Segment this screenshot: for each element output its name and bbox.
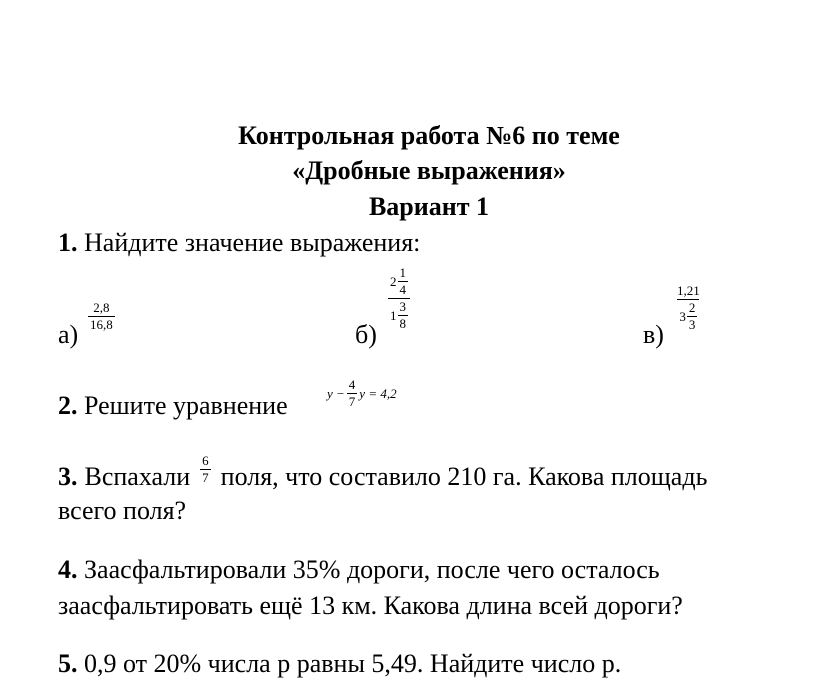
task-2-frac-den: 7 — [348, 394, 356, 409]
task-1b-fraction — [388, 266, 410, 331]
variant-title: Вариант 1 — [368, 192, 490, 221]
task-1c-numerator: 1,21 — [677, 283, 700, 298]
task-2-frac-num: 4 — [348, 377, 356, 392]
task-3-number: 3. — [58, 462, 78, 491]
task-3-text-after: поля, что составило 210 га. Какова площадь — [220, 462, 708, 491]
task-1b-den-den: 8 — [399, 316, 406, 331]
task-1a-denominator: 16,8 — [90, 317, 113, 332]
task-1c-den-den: 3 — [688, 317, 696, 332]
task-1c-label: в) — [643, 320, 664, 349]
task-1b-num-num: 1 — [399, 265, 406, 280]
task-1-number: 1. — [58, 228, 78, 257]
task-1-heading — [58, 226, 420, 260]
task-1a-label: а) — [58, 320, 79, 349]
task-4-text: Заасфальтировали 35% дороги, после чего осталось — [84, 555, 660, 584]
task-2-fraction — [347, 378, 358, 409]
task-1c-denominator — [677, 299, 699, 332]
task-1a-fraction — [88, 301, 115, 332]
task-2-eq-left: y − — [327, 385, 345, 401]
task-5-text: 0,9 от 20% числа р равны 5,49. Найдите число р. — [84, 649, 622, 678]
task-1b-numerator — [388, 266, 410, 298]
task-1c-den-whole: 3 — [679, 308, 686, 324]
task-2 — [58, 389, 288, 423]
task-3-text-before: Вспахали — [84, 462, 191, 491]
task-1b-label: б) — [355, 320, 377, 349]
task-4-line-1 — [58, 553, 660, 587]
title-line-2: «Дробные выражения» — [292, 156, 566, 185]
task-1b-denominator — [388, 298, 410, 331]
task-1c-den-num: 2 — [688, 300, 696, 315]
task-3-line-2: всего поля? — [58, 496, 187, 525]
task-1b-num-whole: 2 — [390, 273, 397, 289]
task-3-frac-num: 6 — [202, 452, 209, 468]
task-1-text: Найдите значение выражения: — [84, 228, 421, 257]
task-2-eq-right: y = 4,2 — [359, 385, 397, 401]
task-1c-fraction — [675, 284, 702, 332]
task-1b-den-whole: 1 — [390, 307, 397, 323]
task-5 — [58, 647, 621, 681]
task-4-line-2: заасфальтировать ещё 13 км. Какова длина всей дороги? — [58, 591, 683, 620]
task-3-line-1 — [58, 452, 708, 494]
task-5-number: 5. — [58, 649, 78, 678]
task-3-fraction — [200, 454, 211, 485]
task-2-number: 2. — [58, 391, 78, 420]
task-1a-numerator: 2,8 — [93, 300, 110, 315]
task-4-number: 4. — [58, 555, 78, 584]
task-2-equation — [327, 378, 397, 409]
task-3-frac-den: 7 — [202, 469, 209, 485]
task-1b-num-den: 4 — [399, 282, 406, 297]
task-1b-den-num: 3 — [399, 299, 406, 314]
task-2-text: Решите уравнение — [84, 391, 288, 420]
title-line-1: Контрольная работа №6 по теме — [238, 121, 620, 150]
